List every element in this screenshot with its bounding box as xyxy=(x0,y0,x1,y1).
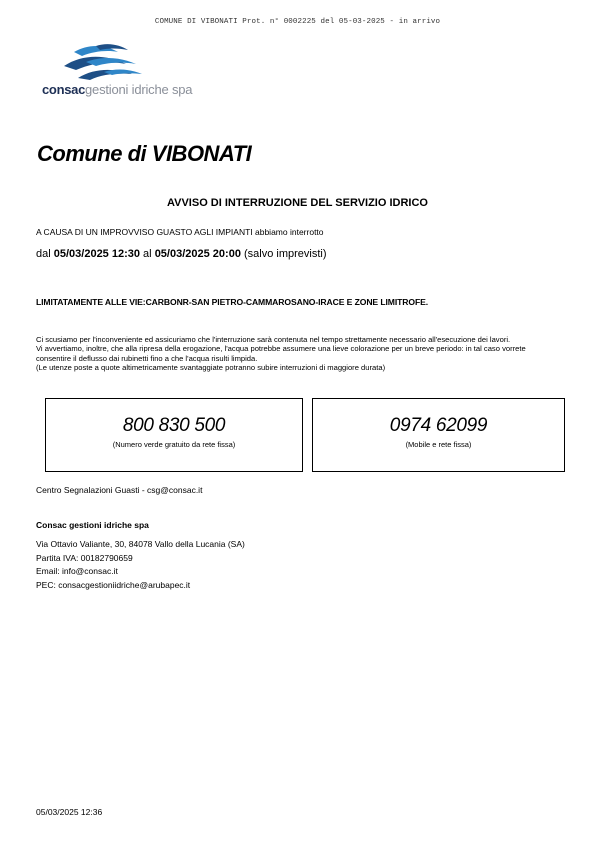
water-waves-icon xyxy=(60,42,150,82)
company-vat: Partita IVA: 00182790659 xyxy=(36,552,133,563)
company-name: Consac gestioni idriche spa xyxy=(36,520,149,530)
contact-box-mobile xyxy=(312,398,565,472)
notice-title: AVVISO DI INTERRUZIONE DEL SERVIZIO IDRICO xyxy=(167,197,428,209)
interruption-period xyxy=(36,248,327,260)
elevation-note: (Le utenze poste a quote altimetricamente svantaggiate potranno subire interruzioni di maggiore durata) xyxy=(36,363,386,373)
period-from-value: 05/03/2025 12:30 xyxy=(53,248,140,260)
logo-brand-rest: gestioni idriche spa xyxy=(85,82,193,97)
apology-paragraph: Ci scusiamo per l'inconveniente ed assicuriamo che l'interruzione sarà contenuta nel tempo strettamente necessario all'esecuzione dei lavori. xyxy=(36,335,511,344)
mobile-label: (Mobile e rete fissa) xyxy=(405,440,472,449)
notice-paragraphs xyxy=(36,335,561,373)
contact-box-toll-free xyxy=(45,398,303,472)
period-to-label: al xyxy=(140,248,155,260)
period-from-label: dal xyxy=(36,248,54,260)
toll-free-label: (Numero verde gratuito da rete fissa) xyxy=(112,440,236,449)
mobile-number[interactable]: 0974 62099 xyxy=(389,415,488,436)
fault-reporting-center: Centro Segnalazioni Guasti - csg@consac.it xyxy=(36,485,203,495)
footer-timestamp: 05/03/2025 12:36 xyxy=(36,807,103,817)
water-color-warning: Vi avvertiamo, inoltre, che alla ripresa della erogazione, l'acqua potrebbe assumere una lieve colorazione per un breve periodo: in tal caso vorrete consentire il deflusso dai rubinetti fino a che l'acqua risulti limpida. xyxy=(36,344,526,363)
affected-streets: LIMITATAMENTE ALLE VIE:CARBONR-SAN PIETRO-CAMMAROSANO-IRACE E ZONE LIMITROFE. xyxy=(36,297,429,307)
company-pec[interactable]: PEC: consacgestioniidriche@arubapec.it xyxy=(36,579,191,590)
municipality-title: Comune di VIBONATI xyxy=(37,141,252,166)
period-note: (salvo imprevisti) xyxy=(240,248,327,260)
period-to-value: 05/03/2025 20:00 xyxy=(154,248,241,260)
cause-text: A CAUSA DI UN IMPROVVISO GUASTO AGLI IMPIANTI abbiamo interrotto xyxy=(36,227,324,237)
company-address: Via Ottavio Valiante, 30, 84078 Vallo della Lucania (SA) xyxy=(36,539,245,549)
logo-brand-bold: consac xyxy=(42,82,86,97)
toll-free-number[interactable]: 800 830 500 xyxy=(122,415,226,436)
consac-logo xyxy=(42,42,222,100)
protocol-stamp: COMUNE DI VIBONATI Prot. n° 0002225 del 05-03-2025 - in arrivo xyxy=(154,18,441,26)
company-email[interactable]: Email: info@consac.it xyxy=(36,566,118,577)
logo-wordmark xyxy=(42,82,192,97)
company-details xyxy=(36,538,245,592)
